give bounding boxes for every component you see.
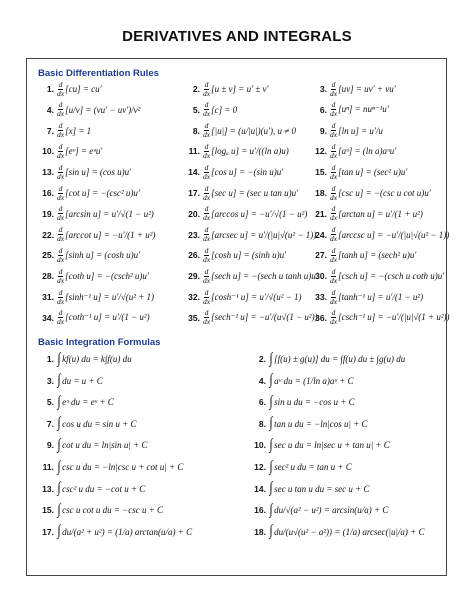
derivative-operator (330, 247, 337, 264)
derivative-rule (34, 226, 155, 244)
derivative-rule (176, 101, 237, 119)
operator-d: d (58, 121, 63, 131)
formula-expression: [f(u) ± g(u)] du = ∫f(u) du ± ∫g(u) du (274, 354, 406, 364)
operator-d: d (331, 121, 336, 131)
derivative-rule (307, 80, 396, 98)
integral-sign: ∫ (57, 393, 61, 410)
formula-expression: sec² u du = tan u + C (274, 462, 352, 472)
formula-number: 16. (254, 505, 266, 516)
derivative-operator (57, 122, 64, 139)
integral-formula (34, 523, 192, 541)
integral-sign: ∫ (57, 415, 61, 432)
operator-dx: dx (203, 150, 211, 160)
rule-expression: [arcsin u] = u′/√(1 − u²) (65, 208, 154, 219)
derivative-rule (176, 205, 307, 223)
derivative-rule (307, 309, 450, 327)
rule-expression: [arccot u] = −u′/(1 + u²) (65, 229, 156, 240)
formula-expression: csc u cot u du = −csc u + C (62, 505, 164, 516)
rule-number: 10. (42, 146, 54, 157)
operator-dx: dx (330, 109, 338, 119)
integral-formula (246, 350, 405, 368)
integral-sign: ∫ (269, 372, 273, 389)
rule-expression: [csc u] = −(csc u cot u)u′ (338, 188, 431, 198)
rule-expression: [tan u] = (sec² u)u′ (338, 167, 408, 178)
rule-number: 30. (315, 271, 327, 282)
integral-sign: ∫ (57, 350, 61, 367)
formula-expression: tan u du = −ln|cos u| + C (274, 418, 368, 429)
derivative-operator (203, 101, 210, 118)
derivative-operator (57, 268, 64, 285)
integral-formula (246, 436, 390, 454)
formula-expression: aᵘ du = (1/ln a)aᵘ + C (274, 375, 354, 386)
rule-number: 35. (188, 312, 200, 323)
operator-d: d (58, 266, 63, 276)
derivative-operator (203, 226, 210, 243)
rule-expression: [sech u] = −(sech u tanh u)u′ (211, 271, 318, 282)
derivative-operator (57, 185, 64, 202)
rule-expression: [|u|] = (u/|u|)(u′), u ≠ 0 (211, 125, 296, 136)
operator-d: d (58, 79, 63, 89)
rule-expression: [uⁿ] = nuⁿ⁻¹u′ (338, 104, 389, 115)
derivative-rule (307, 226, 449, 244)
derivative-operator (330, 143, 337, 160)
derivative-operator (330, 122, 337, 139)
derivative-rule (307, 101, 389, 119)
rule-expression: [coth⁻¹ u] = u′/(1 − u²) (65, 312, 150, 323)
rule-number: 17. (188, 188, 200, 198)
rule-number: 18. (315, 188, 327, 198)
rule-number: 31. (42, 292, 54, 302)
operator-d: d (331, 204, 336, 214)
derivative-operator (203, 205, 210, 222)
formula-number: 1. (46, 354, 54, 364)
integral-sign: ∫ (269, 436, 273, 453)
operator-dx: dx (57, 213, 65, 223)
rule-expression: [tanh u] = (sech² u)u′ (338, 250, 417, 261)
formula-number: 17. (42, 526, 54, 537)
derivative-operator (203, 309, 210, 326)
operator-dx: dx (203, 88, 211, 98)
derivative-operator (203, 164, 210, 181)
operator-dx: dx (330, 130, 338, 140)
integral-sign: ∫ (57, 501, 61, 518)
derivative-operator (330, 226, 337, 243)
derivative-rule (176, 80, 268, 98)
derivative-operator (330, 164, 337, 181)
integral-sign: ∫ (269, 350, 273, 367)
operator-dx: dx (57, 171, 65, 181)
rule-number: 34. (42, 312, 54, 323)
derivative-rule (176, 122, 296, 140)
integral-formula (246, 480, 370, 498)
operator-d: d (58, 100, 63, 110)
formula-number: 12. (254, 462, 266, 472)
operator-dx: dx (330, 296, 338, 306)
integral-sign: ∫ (57, 480, 61, 497)
derivative-operator (330, 101, 337, 118)
derivative-operator (203, 268, 210, 285)
derivative-operator (203, 122, 210, 139)
derivative-operator (203, 81, 210, 98)
integral-formula (246, 393, 355, 411)
operator-d: d (58, 162, 63, 172)
operator-d: d (58, 141, 63, 151)
rule-number: 33. (315, 292, 327, 302)
derivative-operator (330, 185, 337, 202)
derivative-operator (203, 143, 210, 160)
operator-dx: dx (203, 275, 211, 285)
operator-dx: dx (330, 234, 338, 244)
rule-expression: [sech⁻¹ u] = −u′/(u√(1 − u²)) (211, 312, 318, 323)
operator-d: d (204, 287, 209, 297)
rule-number: 9. (319, 125, 327, 136)
rule-number: 7. (46, 125, 54, 136)
operator-dx: dx (57, 234, 65, 244)
integral-formula (246, 501, 388, 519)
derivative-rule (34, 101, 140, 119)
derivative-operator (330, 289, 337, 306)
integral-sign: ∫ (269, 393, 273, 410)
operator-dx: dx (330, 192, 338, 202)
formula-expression: du = u + C (62, 375, 103, 386)
operator-dx: dx (203, 171, 211, 181)
operator-dx: dx (57, 109, 65, 119)
operator-dx: dx (203, 254, 211, 264)
formula-number: 14. (254, 483, 266, 494)
rule-number: 19. (42, 208, 54, 219)
rule-number: 14. (188, 167, 200, 178)
operator-dx: dx (57, 296, 65, 306)
operator-dx: dx (203, 296, 211, 306)
formula-expression: cos u du = sin u + C (62, 418, 137, 429)
formula-number: 2. (258, 354, 266, 364)
operator-d: d (331, 100, 336, 110)
integral-formula (246, 458, 352, 476)
derivative-rule (307, 122, 383, 140)
formula-expression: du/(a² + u²) = (1/a) arctan(u/a) + C (62, 526, 193, 537)
derivative-rule (34, 205, 154, 223)
operator-d: d (331, 162, 336, 172)
rule-expression: [arcsec u] = u′/(|u|√(u² − 1)) (211, 229, 317, 240)
integral-sign: ∫ (57, 523, 61, 540)
derivative-operator (203, 289, 210, 306)
formula-expression: csc u du = −ln|csc u + cot u| + C (62, 462, 184, 472)
rule-number: 23. (188, 229, 200, 240)
rule-number: 24. (315, 229, 327, 240)
derivative-operator (57, 164, 64, 181)
derivative-operator (57, 226, 64, 243)
operator-d: d (204, 100, 209, 110)
rule-number: 20. (188, 208, 200, 219)
derivative-rule (34, 246, 140, 264)
rule-expression: [eᵘ] = eᵘu′ (65, 146, 103, 157)
rule-number: 27. (315, 250, 327, 261)
derivative-rule (34, 142, 102, 160)
derivative-operator (57, 101, 64, 118)
rule-expression: [cosh⁻¹ u] = u′/√(u² − 1) (211, 291, 302, 302)
integral-sign: ∫ (57, 372, 61, 389)
operator-dx: dx (330, 88, 338, 98)
rule-number: 16. (42, 188, 54, 198)
formula-number: 15. (42, 505, 54, 516)
derivative-operator (57, 143, 64, 160)
derivative-rule (176, 246, 286, 264)
integral-formula (34, 436, 147, 454)
derivative-rule (176, 309, 318, 327)
integral-formula (34, 415, 137, 433)
operator-dx: dx (57, 150, 65, 160)
integral-formula (246, 523, 425, 541)
rule-expression: [arccsc u] = −u′/(|u|√(u² − 1)) (338, 229, 450, 240)
integral-sign: ∫ (269, 458, 273, 475)
rule-expression: [cosh u] = (sinh u)u′ (211, 250, 287, 261)
differentiation-heading: Basic Differentiation Rules (38, 68, 159, 79)
derivative-rule (307, 246, 416, 264)
rule-number: 11. (188, 146, 200, 157)
operator-d: d (204, 245, 209, 255)
operator-d: d (58, 287, 63, 297)
formula-number: 3. (46, 375, 54, 386)
derivative-rule (34, 184, 140, 202)
integral-formula (34, 458, 183, 476)
formula-expression: cot u du = ln|sin u| + C (62, 440, 148, 451)
formula-number: 10. (254, 440, 266, 451)
rule-number: 28. (42, 271, 54, 282)
formula-expression: sec u tan u du = sec u + C (274, 483, 370, 494)
operator-dx: dx (203, 192, 211, 202)
operator-d: d (58, 183, 63, 193)
operator-d: d (204, 308, 209, 318)
derivative-operator (57, 309, 64, 326)
derivative-rule (34, 288, 154, 306)
operator-d: d (331, 266, 336, 276)
operator-d: d (331, 308, 336, 318)
rule-number: 26. (188, 250, 200, 261)
rule-expression: [tanh⁻¹ u] = u′/(1 − u²) (338, 291, 424, 302)
operator-dx: dx (203, 213, 211, 223)
integral-sign: ∫ (57, 458, 61, 475)
derivative-rule (307, 163, 407, 181)
operator-d: d (204, 204, 209, 214)
rule-expression: [sinh⁻¹ u] = u′/√(u² + 1) (65, 291, 155, 302)
integral-formula (34, 372, 103, 390)
derivative-rule (34, 122, 91, 140)
derivative-operator (330, 268, 337, 285)
derivative-operator (330, 205, 337, 222)
rule-expression: [ln u] = u′/u (338, 125, 383, 136)
formula-expression: eᵘ du = eᵘ + C (62, 397, 114, 408)
operator-dx: dx (330, 275, 338, 285)
rule-expression: [aᵘ] = (ln a)aᵘu′ (338, 146, 397, 157)
derivative-operator (330, 81, 337, 98)
integral-formula (34, 480, 145, 498)
operator-d: d (58, 225, 63, 235)
rule-number: 25. (42, 250, 54, 261)
rule-number: 36. (315, 312, 327, 323)
operator-dx: dx (57, 88, 65, 98)
integration-heading: Basic Integration Formulas (38, 337, 161, 348)
derivative-rule (176, 184, 298, 202)
rule-expression: [sinh u] = (cosh u)u′ (65, 250, 141, 261)
derivative-rule (176, 163, 283, 181)
integral-formula (34, 393, 114, 411)
rule-expression: [sin u] = (cos u)u′ (65, 167, 132, 178)
rule-expression: [cu] = cu′ (65, 84, 102, 94)
formula-number: 4. (258, 375, 266, 386)
derivative-rule (176, 226, 316, 244)
derivative-operator (57, 205, 64, 222)
derivative-rule (307, 267, 444, 285)
operator-dx: dx (203, 317, 211, 327)
derivative-rule (176, 267, 318, 285)
integral-formula (246, 372, 354, 390)
rule-number: 8. (192, 125, 200, 136)
operator-d: d (331, 245, 336, 255)
rule-number: 15. (315, 167, 327, 178)
rule-number: 29. (188, 271, 200, 282)
derivative-operator (57, 289, 64, 306)
rule-number: 21. (315, 208, 327, 219)
operator-dx: dx (330, 213, 338, 223)
formula-number: 8. (258, 418, 266, 429)
operator-d: d (58, 245, 63, 255)
formula-number: 9. (46, 440, 54, 451)
rule-number: 5. (192, 104, 200, 115)
formula-expression: du/(u√(u² − a²)) = (1/a) arcsec(|u|/a) + C (274, 526, 425, 537)
rule-number: 3. (319, 84, 327, 94)
operator-d: d (204, 79, 209, 89)
rule-number: 2. (192, 84, 200, 94)
operator-d: d (331, 183, 336, 193)
rule-expression: [cos u] = −(sin u)u′ (211, 167, 284, 178)
integral-sign: ∫ (57, 436, 61, 453)
page-title: DERIVATIVES AND INTEGRALS (122, 28, 352, 45)
formula-expression: kf(u) du = k∫f(u) du (62, 354, 132, 364)
derivative-operator (203, 247, 210, 264)
derivative-operator (203, 185, 210, 202)
rule-number: 32. (188, 292, 200, 302)
formula-expression: sec u du = ln|sec u + tan u| + C (274, 440, 390, 451)
operator-dx: dx (57, 275, 65, 285)
formula-number: 18. (254, 526, 266, 537)
rule-expression: [sec u] = (sec u tan u)u′ (211, 188, 299, 198)
derivative-rule (176, 288, 302, 306)
formula-expression: du/√(a² − u²) = arcsin(u/a) + C (274, 505, 389, 516)
rule-number: 1. (46, 84, 54, 94)
rule-expression: [csch u] = −(csch u coth u)u′ (338, 271, 445, 282)
operator-dx: dx (203, 234, 211, 244)
rule-expression: [logₐ u] = u′/((ln a)u) (211, 146, 289, 157)
integral-sign: ∫ (269, 415, 273, 432)
integral-sign: ∫ (269, 523, 273, 540)
derivative-operator (57, 247, 64, 264)
operator-dx: dx (330, 254, 338, 264)
derivative-rule (34, 267, 149, 285)
rule-number: 22. (42, 229, 54, 240)
rule-expression: [u/v] = (vu′ − uv′)/v² (65, 104, 141, 115)
formula-number: 6. (258, 397, 266, 408)
operator-dx: dx (330, 317, 338, 327)
formula-number: 7. (46, 418, 54, 429)
rule-expression: [cot u] = −(csc² u)u′ (65, 188, 140, 198)
formula-expression: csc² u du = −cot u + C (62, 483, 146, 494)
integral-formula (34, 350, 132, 368)
operator-d: d (58, 308, 63, 318)
operator-d: d (204, 162, 209, 172)
derivative-rule (307, 184, 431, 202)
formula-number: 5. (46, 397, 54, 408)
operator-dx: dx (330, 150, 338, 160)
operator-d: d (204, 266, 209, 276)
operator-dx: dx (203, 130, 211, 140)
operator-dx: dx (57, 254, 65, 264)
derivative-rule (176, 142, 289, 160)
derivative-operator (57, 81, 64, 98)
operator-dx: dx (330, 171, 338, 181)
operator-d: d (204, 225, 209, 235)
formula-number: 13. (42, 483, 54, 494)
operator-dx: dx (203, 109, 211, 119)
operator-d: d (331, 225, 336, 235)
rule-expression: [x] = 1 (65, 125, 92, 136)
rule-expression: [u ± v] = u′ ± v′ (211, 84, 269, 94)
rule-expression: [arctan u] = u′/(1 + u²) (338, 208, 423, 219)
rule-expression: [arccos u] = −u′/√(1 − u²) (211, 208, 308, 219)
rule-expression: [uv] = uv′ + vu′ (338, 84, 396, 94)
rule-number: 6. (319, 104, 327, 115)
rule-expression: [c] = 0 (211, 104, 238, 115)
integral-formula (34, 501, 163, 519)
formula-expression: sin u du = −cos u + C (274, 397, 355, 408)
rule-number: 4. (46, 104, 54, 115)
operator-d: d (331, 287, 336, 297)
operator-d: d (331, 141, 336, 151)
operator-dx: dx (57, 317, 65, 327)
integral-sign: ∫ (269, 480, 273, 497)
rule-number: 13. (42, 167, 54, 178)
derivative-operator (330, 309, 337, 326)
derivative-rule (307, 288, 423, 306)
formula-number: 11. (42, 462, 54, 472)
operator-dx: dx (57, 130, 65, 140)
operator-d: d (204, 183, 209, 193)
rule-number: 12. (315, 146, 327, 157)
integral-formula (246, 415, 368, 433)
operator-dx: dx (57, 192, 65, 202)
operator-d: d (204, 121, 209, 131)
operator-d: d (204, 141, 209, 151)
derivative-rule (34, 309, 150, 327)
integral-sign: ∫ (269, 501, 273, 518)
rule-expression: [coth u] = −(csch² u)u′ (65, 271, 149, 282)
derivative-rule (307, 205, 423, 223)
operator-d: d (58, 204, 63, 214)
derivative-rule (307, 142, 396, 160)
operator-d: d (331, 79, 336, 89)
rule-expression: [csch⁻¹ u] = −u′/(|u|√(1 + u²)) (338, 312, 450, 323)
derivative-rule (34, 163, 131, 181)
derivative-rule (34, 80, 102, 98)
